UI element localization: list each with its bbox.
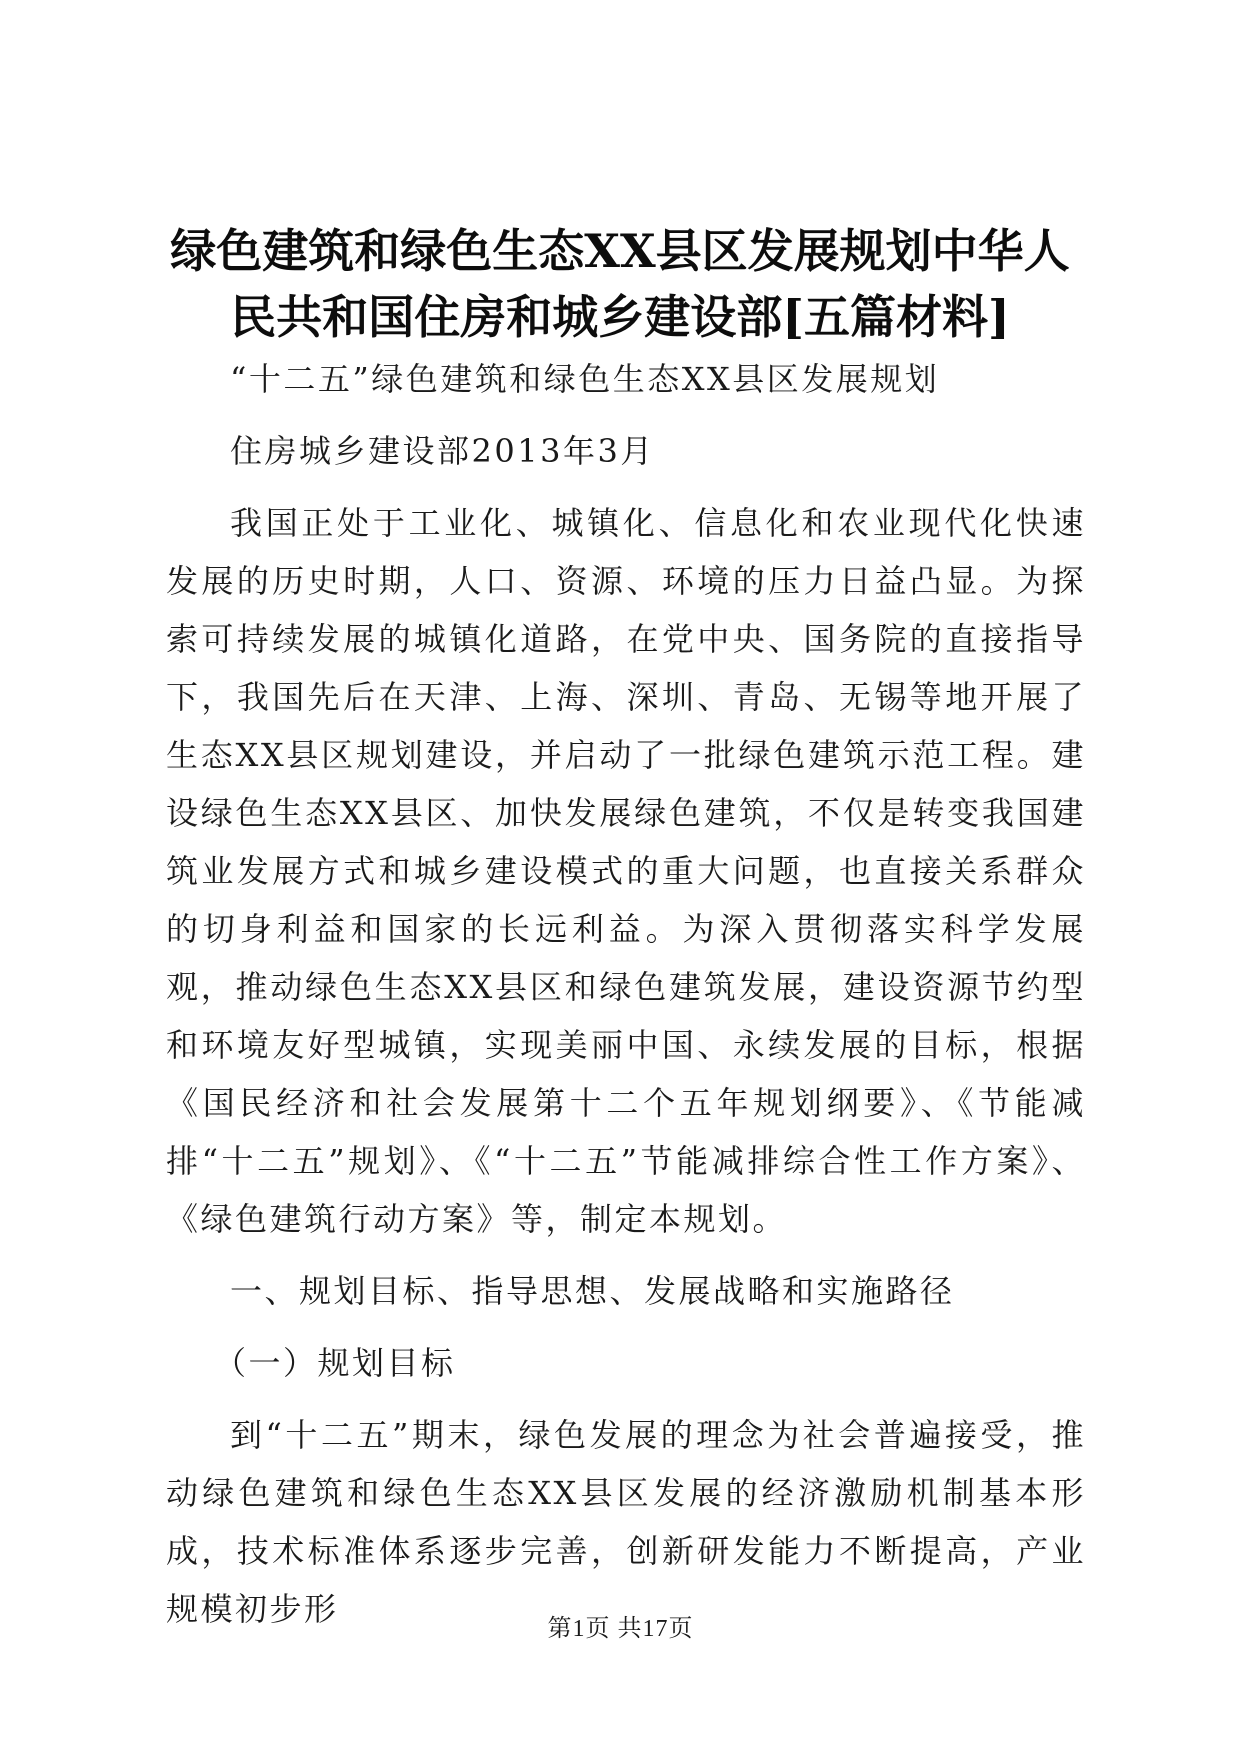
- subsection-heading: （一）规划目标: [214, 1344, 456, 1382]
- page-number-footer: 第1页 共17页: [547, 1616, 694, 1642]
- intro-paragraph: 我国正处于工业化、城镇化、信息化和农业现代化快速发展的历史时期，人口、资源、环境的压力日益凸显。为探索可持续发展的城镇化道路，在党中央、国务院的直接指导下，我国先后在天津、上海、深圳、青岛、无锡等地开展了生态XX县区规划建设，并启动了一批绿色建筑示范工程。建设绿色生态XX县区、加快发展绿色建筑，不仅是转变我国建筑业发展方式和城乡建设模式的重大问题，也直接关系群众的切身利益和国家的长远利益。为深入贯彻落实科学发展观，推动绿色生态XX县区和绿色建筑发展，建设资源节约型和环境友好型城镇，实现美丽中国、永续发展的目标，根据《国民经济和社会发展第十二个五年规划纲要》、《节能减排“十二五”规划》、《“十二五”节能减排综合性工作方案》、《绿色建筑行动方案》等，制定本规划。: [166, 504, 1086, 1238]
- goals-paragraph: 到“十二五”期末，绿色发展的理念为社会普遍接受，推动绿色建筑和绿色生态XX县区发展的经济激励机制基本形成，技术标准体系逐步完善，创新研发能力不断提高，产业规模初步形: [166, 1416, 1086, 1628]
- document-body: [166, 350, 1086, 1652]
- section-heading: 一、规划目标、指导思想、发展战略和实施路径: [230, 1272, 955, 1310]
- document-title: 绿色建筑和绿色生态XX县区发展规划中华人民共和国住房和城乡建设部[五篇材料]: [170, 224, 1070, 344]
- subtitle-paragraph: “十二五”绿色建筑和绿色生态XX县区发展规划: [230, 360, 940, 398]
- issuer-date-paragraph: 住房城乡建设部2013年3月: [230, 432, 655, 470]
